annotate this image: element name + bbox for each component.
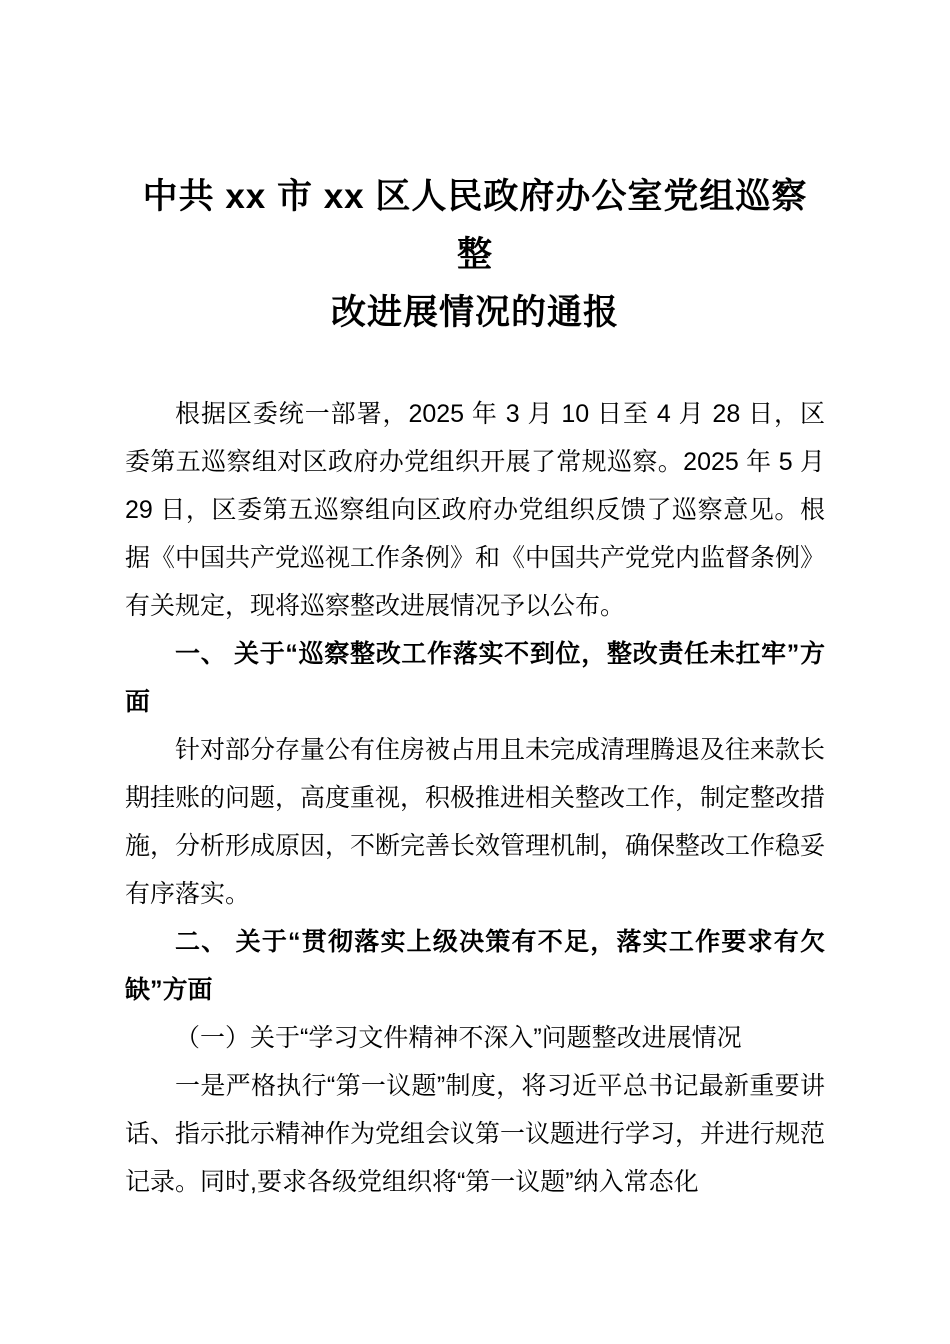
- section-subheading: （一）关于“学习文件精神不深入”问题整改进展情况: [175, 1024, 742, 1052]
- document-title-line: 中共 xx 市 xx 区人民政府办公室党组巡察整: [142, 177, 808, 274]
- document-title-line: 改进展情况的通报: [330, 293, 619, 332]
- section-heading: 一、 关于“巡察整改工作落实不到位，整改责任未扛牢”方面: [125, 640, 825, 716]
- document-title: [125, 168, 825, 342]
- section-heading: 二、 关于“贯彻落实上级决策有不足，落实工作要求有欠缺”方面: [125, 928, 825, 1004]
- document-body: [125, 390, 825, 1206]
- body-paragraph: 一是严格执行“第一议题”制度，将习近平总书记最新重要讲话、指示批示精神作为党组会议第一议题进行学习，并进行规范记录。同时,要求各级党组织将“第一议题”纳入常态化: [125, 1072, 826, 1196]
- body-paragraph: 根据区委统一部署，2025 年 3 月 10 日至 4 月 28 日，区委第五巡察组对区政府办党组织开展了常规巡察。2025 年 5 月 29 日，区委第五巡察组向区政府办党组织反馈了巡察意见。根据《中国共产党巡视工作条例》和《中国共产党党内监督条例》有关规定，现将巡察整改进展情况予以公布。: [125, 400, 826, 620]
- body-paragraph: 针对部分存量公有住房被占用且未完成清理腾退及往来款长期挂账的问题，高度重视，积极推进相关整改工作，制定整改措施，分析形成原因，不断完善长效管理机制，确保整改工作稳妥有序落实。: [125, 736, 826, 908]
